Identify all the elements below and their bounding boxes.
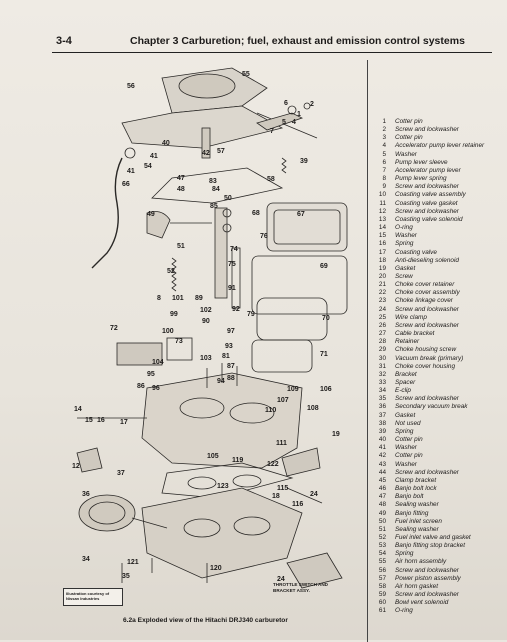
legend-row [370, 249, 505, 257]
legend-number: 37 [378, 411, 386, 419]
parts-legend [370, 118, 505, 616]
callout-96: 96 [152, 385, 160, 392]
callout-76: 76 [260, 233, 268, 240]
legend-number: 40 [378, 436, 386, 444]
legend-number: 19 [378, 264, 386, 272]
callout-97: 97 [227, 328, 235, 335]
legend-row [370, 567, 505, 575]
legend-row [370, 501, 505, 509]
legend-row [370, 289, 505, 297]
callout-91: 91 [228, 285, 236, 292]
callout-1: 1 [297, 111, 301, 118]
legend-row [370, 224, 505, 232]
legend-row [370, 493, 505, 501]
legend-text: Choke linkage cover [395, 297, 453, 305]
legend-text: Screw and lockwasher [395, 566, 459, 574]
callout-12: 12 [72, 463, 80, 470]
legend-text: Fuel inlet valve and gasket [395, 533, 471, 541]
legend-text: Screw and lockwasher [395, 126, 459, 134]
legend-text: Washer [395, 150, 417, 158]
legend-number: 9 [382, 183, 386, 191]
legend-number: 24 [378, 305, 386, 313]
legend-divider [367, 60, 368, 642]
legend-number: 33 [378, 379, 386, 386]
callout-17: 17 [120, 419, 128, 426]
callout-41: 41 [150, 153, 158, 160]
legend-text: Spacer [395, 379, 416, 386]
legend-text: Washer [395, 460, 417, 468]
callout-123: 123 [217, 483, 229, 490]
legend-row [370, 281, 505, 289]
legend-row [370, 265, 505, 273]
legend-row [370, 395, 505, 403]
callout-68: 68 [252, 210, 260, 217]
center-stack [215, 208, 227, 298]
legend-text: Coasting valve assembly [395, 191, 466, 199]
legend-number: 27 [378, 330, 386, 338]
callout-2: 2 [310, 101, 314, 108]
legend-text: Power piston assembly [395, 574, 461, 582]
legend-text: Screw and lockwasher [395, 321, 459, 329]
legend-row [370, 159, 505, 167]
legend-text: Bracket [395, 370, 417, 378]
legend-text: Washer [395, 232, 417, 240]
callout-14: 14 [74, 406, 82, 413]
legend-text: Sealing washer [395, 501, 439, 509]
secondary-vacuum-break [79, 495, 135, 531]
legend-text: Screw and lockwasher [395, 468, 459, 476]
legend-text: Retainer [395, 338, 420, 346]
callout-74: 74 [230, 246, 238, 253]
legend-text: Screw and lockwasher [395, 183, 459, 191]
legend-number: 52 [378, 533, 386, 541]
legend-text: Sealing washer [395, 525, 439, 533]
legend-row [370, 151, 505, 159]
legend-row [370, 485, 505, 493]
callout-24: 24 [310, 491, 318, 498]
callout-7: 7 [270, 128, 274, 135]
legend-number: 36 [378, 403, 386, 411]
callout-121: 121 [127, 559, 139, 566]
callout-116: 116 [292, 501, 304, 508]
callout-41b: 41 [127, 168, 135, 175]
callout-87: 87 [227, 363, 235, 370]
legend-row [370, 118, 505, 126]
legend-text: Screw and lockwasher [395, 207, 459, 215]
gasket-plate-71 [252, 340, 312, 372]
legend-row [370, 322, 505, 330]
legend-row [370, 314, 505, 322]
callout-42: 42 [202, 150, 210, 157]
legend-row [370, 240, 505, 248]
legend-number: 13 [378, 215, 386, 223]
legend-number: 12 [378, 207, 386, 215]
legend-number: 59 [378, 591, 386, 599]
callout-111: 111 [276, 440, 287, 447]
legend-row [370, 387, 505, 395]
legend-number: 4 [382, 142, 386, 150]
callout-88: 88 [227, 375, 235, 382]
callout-4: 4 [292, 119, 296, 126]
legend-row [370, 436, 505, 444]
legend-text: Washer [395, 444, 417, 452]
callout-94: 94 [217, 378, 225, 385]
legend-row [370, 126, 505, 134]
legend-row [370, 363, 505, 371]
callout-109: 109 [287, 386, 299, 393]
callout-6: 6 [284, 100, 288, 107]
callout-71: 71 [320, 351, 328, 358]
legend-row [370, 403, 505, 411]
legend-number: 56 [378, 566, 386, 574]
callout-51: 51 [177, 243, 185, 250]
callout-15: 15 [85, 417, 93, 424]
legend-row [370, 257, 505, 265]
gasket-plate-70 [257, 298, 327, 340]
throttle-body [142, 488, 302, 578]
legend-text: Coasting valve gasket [395, 199, 458, 207]
legend-row [370, 518, 505, 526]
callout-90: 90 [202, 318, 210, 325]
callout-122: 122 [267, 461, 279, 468]
legend-row [370, 306, 505, 314]
callout-95: 95 [147, 371, 155, 378]
legend-row [370, 200, 505, 208]
gasket-bore-2 [233, 475, 261, 487]
legend-text: Air horn assembly [395, 558, 447, 566]
callout-52: 52 [167, 268, 175, 275]
legend-number: 8 [382, 175, 386, 183]
callout-103: 103 [200, 355, 212, 362]
legend-text: Cable bracket [395, 330, 435, 338]
legend-row [370, 338, 505, 346]
legend-text: Accelerator pump lever retainer [395, 142, 485, 150]
callout-5: 5 [282, 119, 286, 126]
callout-102: 102 [200, 307, 212, 314]
legend-text: Accelerator pump lever [395, 166, 461, 174]
exploded-carburetor-diagram [52, 58, 366, 618]
legend-text: Wire clamp [395, 313, 427, 321]
legend-row [370, 355, 505, 363]
legend-row [370, 599, 505, 607]
tube-fitting [125, 148, 135, 158]
callout-100: 100 [162, 328, 174, 335]
legend-row [370, 134, 505, 142]
legend-row [370, 583, 505, 591]
legend-row [370, 452, 505, 460]
air-horn-opening [179, 74, 235, 98]
callout-85: 85 [210, 203, 218, 210]
callout-119: 119 [232, 457, 244, 464]
legend-number: 55 [378, 558, 386, 566]
legend-number: 32 [378, 370, 386, 378]
legend-number: 6 [382, 158, 386, 166]
legend-number: 18 [378, 256, 386, 264]
callout-16: 16 [97, 417, 105, 424]
legend-number: 16 [378, 240, 386, 248]
legend-number: 43 [378, 460, 386, 468]
callout-106: 106 [320, 386, 332, 393]
legend-text: Pump lever sleeve [395, 158, 448, 166]
callout-83: 83 [209, 178, 217, 185]
legend-number: 31 [378, 362, 386, 370]
legend-row [370, 330, 505, 338]
callout-105: 105 [207, 453, 219, 460]
legend-text: Banjo fitting stop bracket [395, 542, 465, 550]
legend-text: Air horn gasket [395, 582, 438, 590]
legend-row [370, 208, 505, 216]
legend-row [370, 142, 505, 150]
callout-69: 69 [320, 263, 328, 270]
fuel-tube [92, 158, 122, 268]
legend-row [370, 346, 505, 354]
legend-text: Screw [395, 272, 413, 280]
legend-row [370, 469, 505, 477]
legend-number: 58 [378, 582, 386, 590]
callout-40: 40 [162, 140, 170, 147]
legend-number: 25 [378, 313, 386, 321]
legend-text: Clamp bracket [395, 476, 437, 484]
callout-81: 81 [222, 353, 230, 360]
throttle-switch-label: THROTTLE SWITCH AND BRACKET ASSY. [273, 582, 328, 593]
legend-text: Spring [395, 240, 414, 248]
legend-number: 45 [378, 476, 386, 484]
legend-number: 7 [382, 166, 386, 174]
callout-35: 35 [122, 573, 130, 580]
callout-47: 47 [177, 175, 185, 182]
legend-number: 30 [378, 354, 386, 362]
callout-19: 19 [332, 431, 340, 438]
legend-row [370, 412, 505, 420]
callout-56: 56 [127, 83, 135, 90]
callout-37: 37 [117, 470, 125, 477]
callout-49: 49 [147, 211, 155, 218]
callout-36: 36 [82, 491, 90, 498]
legend-number: 29 [378, 346, 386, 354]
callout-57: 57 [217, 148, 225, 155]
legend-number: 41 [378, 444, 386, 452]
legend-text: Spring [395, 427, 414, 435]
legend-text: Cotter pin [395, 134, 423, 142]
legend-row [370, 379, 505, 387]
legend-text: Screw and lockwasher [395, 591, 459, 599]
legend-row [370, 232, 505, 240]
legend-number: 42 [378, 452, 386, 460]
legend-row [370, 371, 505, 379]
legend-text: Pump lever spring [395, 175, 447, 183]
header-rule [52, 52, 492, 53]
legend-text: Vacuum break (primary) [395, 354, 464, 362]
legend-number: 15 [378, 232, 386, 240]
callout-55: 55 [242, 71, 250, 78]
callout-70: 70 [322, 315, 330, 322]
legend-row [370, 510, 505, 518]
legend-text: Spring [395, 550, 414, 558]
callout-84: 84 [212, 186, 220, 193]
callout-92: 92 [232, 306, 240, 313]
legend-number: 28 [378, 338, 386, 346]
legend-number: 54 [378, 550, 386, 558]
legend-text: Gasket [395, 264, 416, 272]
legend-row [370, 297, 505, 305]
callout-110: 110 [265, 407, 277, 414]
legend-text: Banjo fitting [395, 509, 429, 517]
legend-row [370, 558, 505, 566]
legend-text: Choke cover assembly [395, 289, 460, 297]
figure-caption: 6.2a Exploded view of the Hitachi DRJ340 carburetor [123, 617, 288, 624]
legend-text: O-ring [395, 607, 413, 615]
legend-number: 60 [378, 599, 386, 607]
legend-number: 35 [378, 395, 386, 403]
legend-number: 23 [378, 297, 386, 305]
legend-number: 53 [378, 542, 386, 550]
legend-row [370, 534, 505, 542]
legend-row [370, 428, 505, 436]
callout-72: 72 [110, 325, 118, 332]
callout-48: 48 [177, 186, 185, 193]
legend-row [370, 420, 505, 428]
legend-row [370, 575, 505, 583]
legend-row [370, 526, 505, 534]
callout-24b: 24 [277, 576, 285, 583]
legend-text: Screw and lockwasher [395, 395, 459, 403]
callout-58: 58 [267, 176, 275, 183]
legend-number: 22 [378, 289, 386, 297]
legend-row [370, 216, 505, 224]
legend-text: Coasting valve solenoid [395, 215, 463, 223]
legend-row [370, 591, 505, 599]
legend-text: Banjo bolt [395, 493, 424, 501]
callout-67: 67 [297, 211, 305, 218]
callout-66: 66 [122, 181, 130, 188]
chapter-title: Chapter 3 Carburetion; fuel, exhaust and emission control systems [130, 35, 465, 47]
callout-54: 54 [144, 163, 152, 170]
callout-50: 50 [224, 195, 232, 202]
center-stack-2 [232, 248, 240, 308]
legend-row [370, 175, 505, 183]
callout-107: 107 [277, 397, 289, 404]
callout-104: 104 [152, 359, 164, 366]
legend-number: 26 [378, 321, 386, 329]
callout-108: 108 [307, 405, 319, 412]
legend-row [370, 477, 505, 485]
legend-text: O-ring [395, 224, 413, 232]
legend-row [370, 461, 505, 469]
legend-text: Secondary vacuum break [395, 403, 468, 411]
legend-row [370, 550, 505, 558]
legend-text: Fuel inlet screen [395, 517, 442, 525]
callout-93: 93 [225, 343, 233, 350]
legend-number: 20 [378, 272, 386, 280]
spring-part [282, 158, 286, 173]
legend-number: 49 [378, 509, 386, 517]
legend-number: 5 [382, 150, 386, 158]
legend-row [370, 542, 505, 550]
legend-number: 51 [378, 525, 386, 533]
callout-120: 120 [210, 565, 222, 572]
legend-text: Cotter pin [395, 436, 423, 444]
callout-75: 75 [228, 261, 236, 268]
legend-text: Cotter pin [395, 452, 423, 460]
legend-text: Coasting valve [395, 248, 437, 256]
legend-number: 34 [378, 387, 386, 395]
legend-text: E-clip [395, 387, 411, 395]
legend-text: Gasket [395, 411, 416, 419]
gasket-plate-69 [252, 256, 347, 314]
legend-text: Anti-dieseling solenoid [395, 256, 459, 264]
callout-73: 73 [175, 338, 183, 345]
float-bowl-body [142, 373, 302, 468]
legend-number: 2 [382, 126, 386, 134]
legend-text: Choke housing screw [395, 346, 457, 354]
callout-101: 101 [172, 295, 184, 302]
legend-row [370, 191, 505, 199]
legend-number: 3 [382, 134, 386, 142]
callout-18: 18 [272, 493, 280, 500]
legend-text: Bowl vent solenoid [395, 599, 449, 607]
legend-text: Choke cover retainer [395, 281, 455, 289]
callout-115: 115 [277, 485, 289, 492]
legend-number: 38 [378, 419, 386, 427]
legend-number: 44 [378, 468, 386, 476]
legend-number: 21 [378, 281, 386, 289]
legend-number: 17 [378, 248, 386, 256]
legend-number: 14 [378, 224, 386, 232]
callout-79: 79 [247, 311, 255, 318]
legend-number: 11 [379, 199, 386, 207]
page-number: 3-4 [56, 35, 72, 47]
coasting-valve-solenoid [77, 448, 102, 472]
illustration-credit: Illustration courtesy of Nissan Industries [63, 588, 123, 606]
legend-number: 61 [378, 607, 386, 615]
callout-39: 39 [300, 158, 308, 165]
gasket-bore-1 [188, 477, 216, 489]
callout-99: 99 [170, 311, 178, 318]
legend-text: Not used [395, 419, 421, 427]
legend-text: Banjo bolt lock [395, 485, 437, 493]
callout-89: 89 [195, 295, 203, 302]
legend-number: 48 [378, 501, 386, 509]
legend-text: Cotter pin [395, 118, 423, 125]
callout-34: 34 [82, 556, 90, 563]
legend-number: 57 [378, 574, 386, 582]
legend-row [370, 607, 505, 615]
legend-number: 10 [378, 191, 386, 199]
callout-86: 86 [137, 383, 145, 390]
legend-number: 46 [378, 485, 386, 493]
legend-row [370, 444, 505, 452]
legend-number: 1 [382, 118, 386, 125]
legend-number: 47 [378, 493, 386, 501]
legend-number: 39 [378, 427, 386, 435]
legend-text: Screw and lockwasher [395, 305, 459, 313]
legend-text: Choke cover housing [395, 362, 456, 370]
callout-8: 8 [157, 295, 161, 302]
legend-row [370, 273, 505, 281]
legend-number: 50 [378, 517, 386, 525]
legend-row [370, 183, 505, 191]
legend-row [370, 167, 505, 175]
